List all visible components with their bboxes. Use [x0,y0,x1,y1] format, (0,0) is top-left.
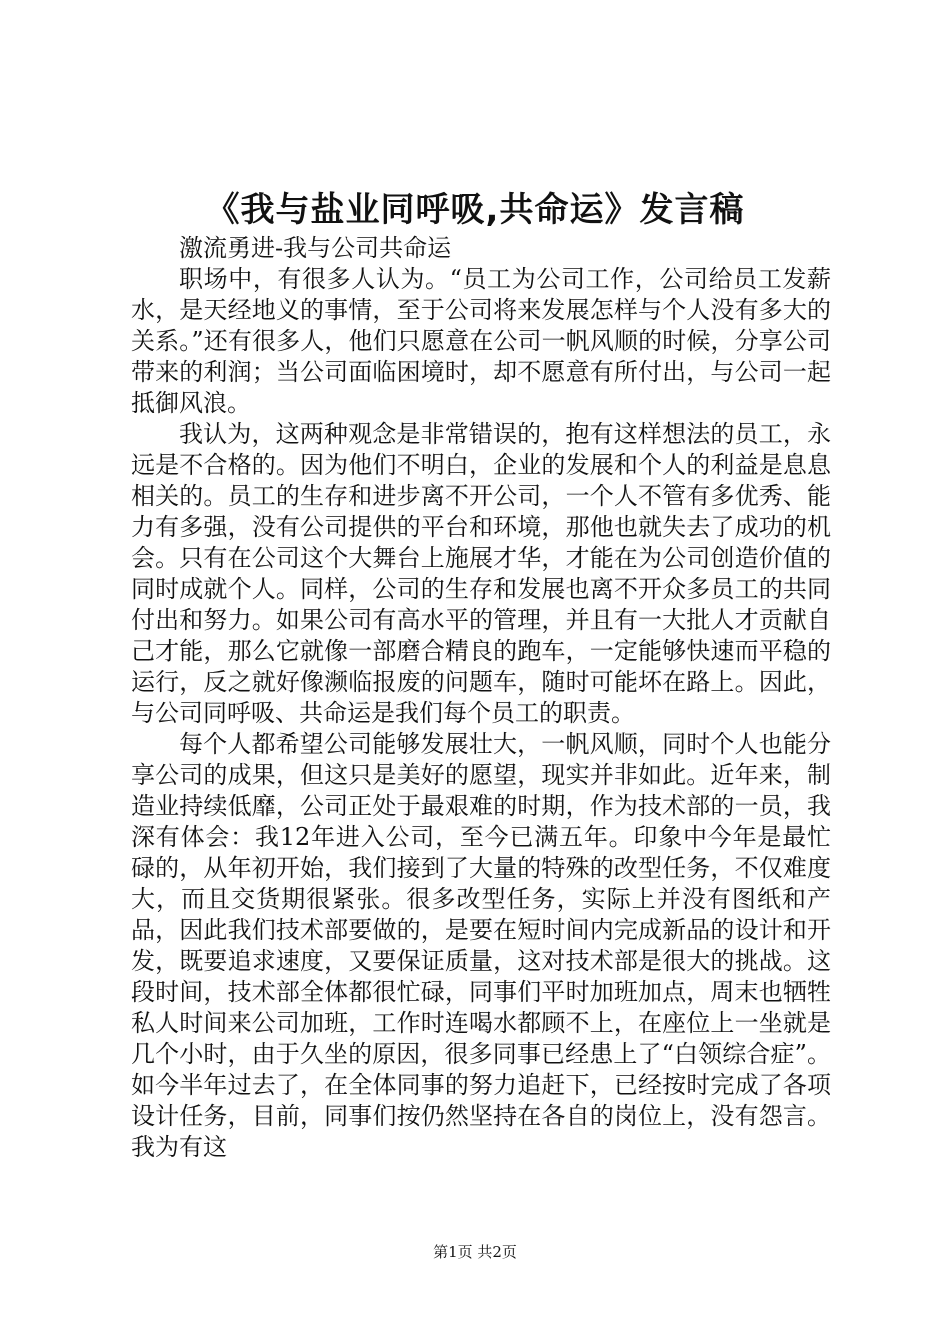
document-body [131,233,831,1163]
document-title: 《我与盐业同呼吸,共命运》发言稿 [205,190,745,230]
paragraph-2: 我认为，这两种观念是非常错误的，抱有这样想法的员工，永远是不合格的。因为他们不明白，企业的发展和个人的利益是息息相关的。员工的生存和进步离不开公司，一个人不管有多优秀、能力有多强，没有公司提供的平台和环境，那他也就失去了成功的机会。只有在公司这个大舞台上施展才华，才能在为公司创造价值的同时成就个人。同样，公司的生存和发展也离不开众多员工的共同付出和努力。如果公司有高水平的管理，并且有一大批人才贡献自己才能，那么它就像一部磨合精良的跑车，一定能够快速而平稳的运行，反之就好像濒临报废的问题车，随时可能坏在路上。因此，与公司同呼吸、共命运是我们每个员工的职责。 [131,420,831,727]
paragraph-3: 每个人都希望公司能够发展壮大，一帆风顺，同时个人也能分享公司的成果，但这只是美好的愿望，现实并非如此。近年来，制造业持续低靡，公司正处于最艰难的时期，作为技术部的一员，我深有体会：我12年进入公司，至今已满五年。印象中今年是最忙碌的，从年初开始，我们接到了大量的特殊的改型任务，不仅难度大，而且交货期很紧张。很多改型任务，实际上并没有图纸和产品，因此我们技术部要做的，是要在短时间内完成新品的设计和开发，既要追求速度，又要保证质量，这对技术部是很大的挑战。这段时间，技术部全体都很忙碌，同事们平时加班加点，周末也牺牲私人时间来公司加班，工作时连喝水都顾不上，在座位上一坐就是几个小时，由于久坐的原因，很多同事已经患上了“白领综合症”。如今半年过去了，在全体同事的努力追赶下，已经按时完成了各项设计任务，目前，同事们按仍然坚持在各自的岗位上，没有怨言。我为有这 [131,730,831,1161]
subtitle-line: 激流勇进-我与公司共命运 [179,234,452,262]
paragraph-1: 职场中，有很多人认为。“员工为公司工作，公司给员工发薪水，是天经地义的事情，至于公司将来发展怎样与个人没有多大的关系。”还有很多人，他们只愿意在公司一帆风顺的时候，分享公司带来的利润；当公司面临困境时，却不愿意有所付出，与公司一起抵御风浪。 [131,265,831,417]
page-footer: 第1页 共2页 [433,1243,517,1261]
